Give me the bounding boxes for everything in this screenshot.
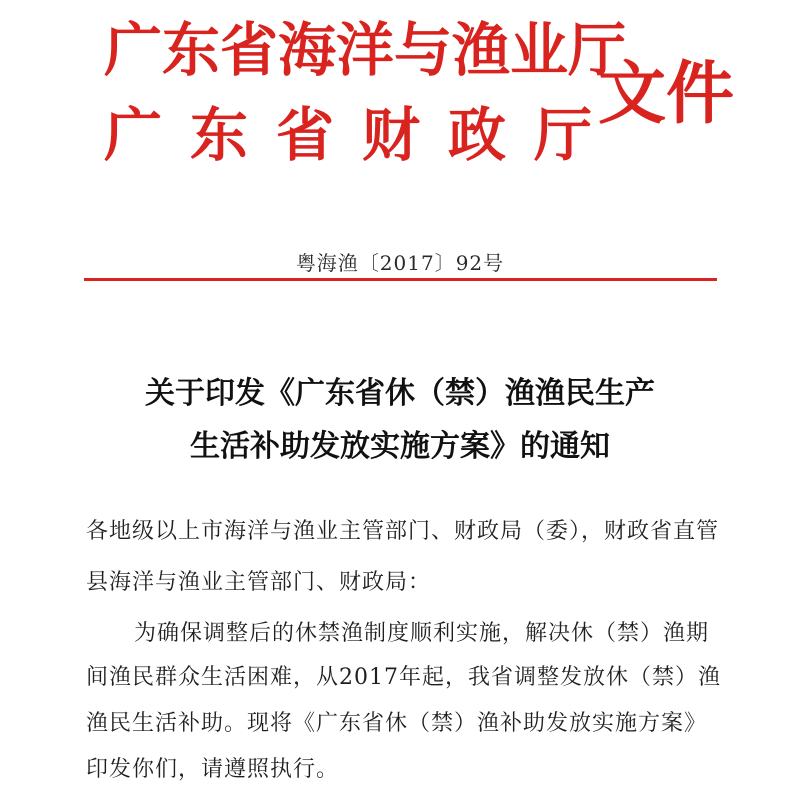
notice-title-line-1: 关于印发《广东省休（禁）渔渔民生产 xyxy=(145,376,655,411)
body-text-line: 渔民生活补助。现将《广东省休（禁）渔补助发放实施方案》 xyxy=(86,711,708,736)
red-divider-rule xyxy=(84,278,717,281)
body-text-line: 县海洋与渔业主管部门、财政局： xyxy=(86,570,432,595)
agency-name-finance: 广东省财政厅 xyxy=(104,101,621,169)
notice-title-line-2: 生活补助发放实施方案》的通知 xyxy=(190,429,610,464)
document-type-label: 文件 xyxy=(598,55,735,134)
document-number: 粤海渔〔2017〕92号 xyxy=(295,251,505,275)
body-text-line: 为确保调整后的休禁渔制度顺利实施，解决休（禁）渔期 xyxy=(134,621,710,646)
body-text-line: 各地级以上市海洋与渔业主管部门、财政局（委），财政省直管 xyxy=(86,519,720,544)
body-text-line: 间渔民群众生活困难，从2017年起，我省调整发放休（禁）渔 xyxy=(86,665,721,690)
body-text-line: 印发你们，请遵照执行。 xyxy=(86,757,340,782)
agency-name-ocean-fishery: 广东省海洋与渔业厅 xyxy=(104,16,627,84)
